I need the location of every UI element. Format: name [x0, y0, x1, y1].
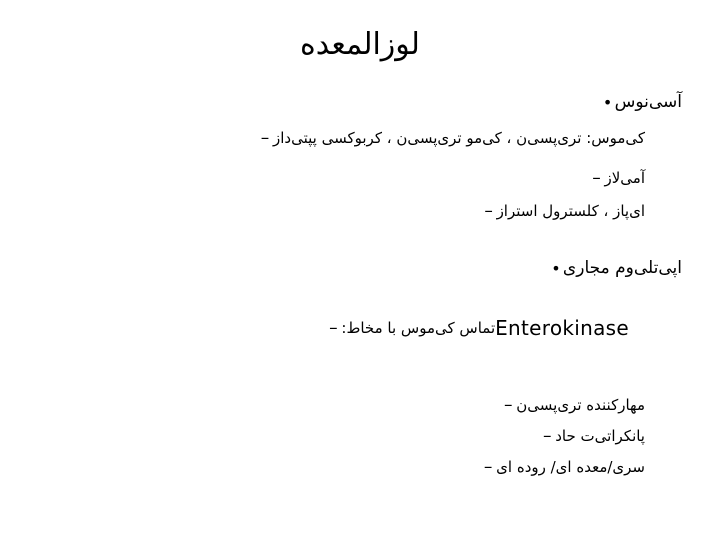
- bullet-heading: آسی‌نوس: [614, 92, 682, 112]
- sub-item: [245, 128, 645, 148]
- bullet-acinus: [591, 92, 682, 112]
- dash-marker: –: [504, 395, 513, 415]
- dash-marker: –: [329, 318, 338, 338]
- sub-item-text: سری/معده ای/ روده ای: [496, 458, 645, 476]
- sub-item: [313, 316, 645, 340]
- sub-item-text: ای‌پاز ، کلسترول استراز: [496, 202, 645, 220]
- sub-item: [488, 395, 645, 415]
- sub-item-text: پانکراتی‌ت حاد: [555, 427, 645, 445]
- dash-marker: –: [543, 426, 552, 446]
- dash-marker: –: [592, 168, 601, 188]
- enterokinase-label: Enterokinase: [495, 316, 629, 340]
- sub-item-text: کی‌موس: تری‌پسی‌ن ، کی‌مو تری‌پسی‌ن ، کربوکسی پپتی‌داز: [273, 129, 645, 147]
- bullet-duct-epithelium: [539, 258, 682, 278]
- dash-marker: –: [484, 201, 493, 221]
- bullet-dot: •: [551, 258, 561, 278]
- bullet-dot: •: [602, 92, 613, 112]
- sub-item: [527, 426, 645, 446]
- sub-item: [468, 457, 645, 477]
- slide-title: لوزالمعده: [300, 27, 420, 62]
- sub-item: [576, 168, 645, 188]
- dash-marker: –: [483, 457, 493, 477]
- sub-item-text: تماس کی‌موس با مخاط:: [341, 319, 496, 337]
- bullet-heading: اپی‌تلی‌وم مجاری: [562, 258, 682, 278]
- sub-item-text: مهارکننده تری‌پسی‌ن: [516, 396, 645, 414]
- dash-marker: –: [260, 128, 270, 148]
- sub-item-text: آمی‌لاز: [604, 169, 645, 187]
- sub-item: [469, 201, 645, 221]
